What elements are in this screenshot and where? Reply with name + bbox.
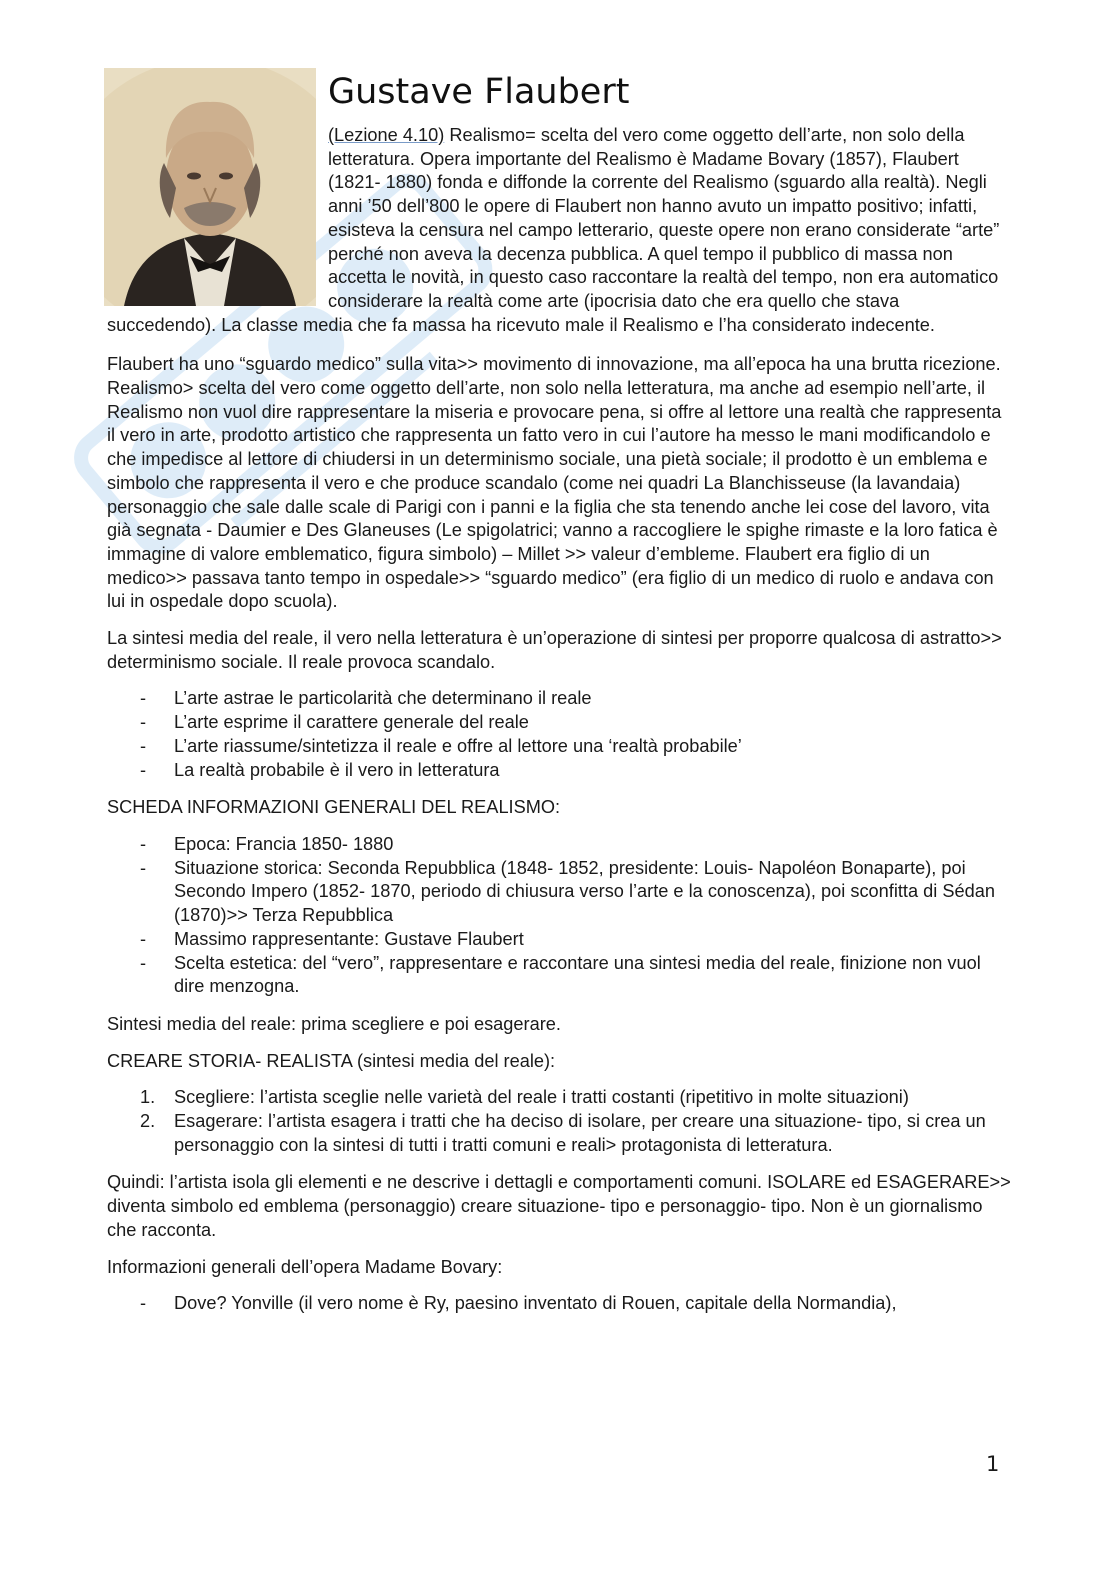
dash-bullet: -: [140, 928, 147, 949]
list-number: 2.: [140, 1111, 156, 1132]
list-item: - L’arte esprime il carattere generale del reale: [107, 711, 1012, 735]
heading-scheda: SCHEDA INFORMAZIONI GENERALI DEL REALISMO:: [107, 797, 561, 818]
list-item: - Situazione storica: Seconda Repubblica (1848- 1852, presidente: Louis- Napoléon Bonaparte), poi Secondo Impero (1852- 1870, periodo di chiusura verso l’arte e la conoscenza), poi sconfitta di Sédan (1870)>> Terza Repubblica: [140, 857, 995, 926]
document-body: [107, 68, 1012, 1330]
paragraph-quindi: Quindi: l’artista isola gli elementi e ne descrive i dettagli e comportamenti comuni. ISOLARE ed ESAGERARE>> diventa simbolo ed emblema (personaggio) creare situazione- tipo e personaggio- tipo. Non è un giornalismo che racconta.: [107, 1172, 1011, 1240]
list-arte: [107, 687, 1012, 782]
page-number: 1: [986, 1452, 1000, 1476]
dash-bullet: -: [140, 952, 147, 973]
dash-bullet: -: [140, 1293, 147, 1314]
dash-bullet: -: [140, 712, 147, 733]
dash-bullet: -: [140, 759, 147, 780]
paragraph-info-opera: Informazioni generali dell’opera Madame Bovary:: [107, 1256, 503, 1277]
heading-creare-storia: CREARE STORIA- REALISTA (sintesi media del reale):: [107, 1050, 556, 1071]
list-item: - Massimo rappresentante: Gustave Flaubert: [107, 928, 1012, 952]
list-item: - L’arte astrae le particolarità che determinano il reale: [107, 687, 1012, 711]
list-item: - L’arte riassume/sintetizza il reale e offre al lettore una ‘realtà probabile’: [107, 735, 1012, 759]
lesson-reference: (Lezione 4.10): [328, 125, 445, 145]
dash-bullet: -: [140, 688, 147, 709]
list-item: 2. Esagerare: l’artista esagera i tratti che ha deciso di isolare, per creare una situazione- tipo, si crea un personaggio con la sintesi di tutti i tratti comuni e reali> protagonista di letteratura.: [140, 1111, 986, 1155]
dash-bullet: -: [140, 857, 147, 878]
list-number: 1.: [140, 1087, 156, 1108]
page-title: Gustave Flaubert: [328, 72, 630, 112]
portrait-photo-icon: [104, 68, 316, 306]
list-creare-storia: [107, 1086, 1012, 1157]
list-item: - Dove? Yonville (il vero nome è Ry, paesino inventato di Rouen, capitale della Normandia),: [107, 1292, 1012, 1316]
list-item: - Epoca: Francia 1850- 1880: [107, 833, 1012, 857]
list-item: - Scelta estetica: del “vero”, rappresentare e raccontare una sintesi media del reale, finizione non vuol dire menzogna.: [140, 952, 981, 997]
list-opera: [107, 1292, 1012, 1316]
intro-text: Realismo= scelta del vero come oggetto dell’arte, non solo della letteratura. Opera importante del Realismo è Madame Bovary (1857), Flaubert (1821- 1880) fonda e diffonde la corrente del Realismo (sguardo alla realtà). Negli anni ’50 dell’800 le opere di Flaubert non hanno avuto un impatto positivo; infatti, esisteva la censura nel campo letterario, queste opere non erano considerate “arte” perché non aveva la decenza pubblica. A quel tempo il pubblico di massa non accetta le novità, in questo caso raccontare la realtà del tempo, non era automatico considerare la realtà come arte (ipocrisia dato che era quello che stava succedendo). La classe media che fa massa ha ricevuto male il Realismo e l’ha considerato indecente.: [107, 125, 1000, 335]
paragraph-sguardo-medico: Flaubert ha uno “sguardo medico” sulla vita>> movimento di innovazione, ma all’epoca ha una brutta ricezione. Realismo> scelta del vero come oggetto dell’arte, non solo nella letteratura, ma anche ad esempio nell’arte, il Realismo non vuol dire rappresentare la miseria e provocare pena, si offre al lettore una realtà che rappresenta il vero in arte, prodotto artistico che rappresenta un fatto vero in cui l’autore ha messo le mani modificandolo e che impedisce al lettore di chiudersi in un determinismo sociale, una pietà sociale; il prodotto è un emblema e simbolo che rappresenta il vero e che produce scandalo (come nei quadri La Blanchisseuse (la lavandaia) personaggio che sale dalle scale di Parigi con i panni e la figlia che sta tenendo anche lei cose del lavoro, vita già segnata - Daumier e Des Glaneuses (Le spigolatrici; vanno a raccogliere le spighe rimaste e la loro fatica è immagine di valore emblematico, figura simbolo) – Millet >> valeur d’embleme. Flaubert era figlio di un medico>> passava tanto tempo in ospedale>> “sguardo medico” (era figlio di un medico di ruolo e andava con lui in ospedale dopo scuola).: [107, 354, 1002, 612]
list-item: - La realtà probabile è il vero in letteratura: [107, 759, 1012, 783]
list-scheda: [107, 833, 1012, 999]
list-item: 1. Scegliere: l’artista sceglie nelle varietà del reale i tratti costanti (ripetitivo in molte situazioni): [107, 1086, 1012, 1110]
paragraph-sintesi-definizione: Sintesi media del reale: prima scegliere e poi esagerare.: [107, 1013, 561, 1034]
dash-bullet: -: [140, 833, 147, 854]
paragraph-sintesi-media: La sintesi media del reale, il vero nella letteratura è un’operazione di sintesi per proporre qualcosa di astratto>> determinismo sociale. Il reale provoca scandalo.: [107, 628, 1002, 672]
dash-bullet: -: [140, 735, 147, 756]
